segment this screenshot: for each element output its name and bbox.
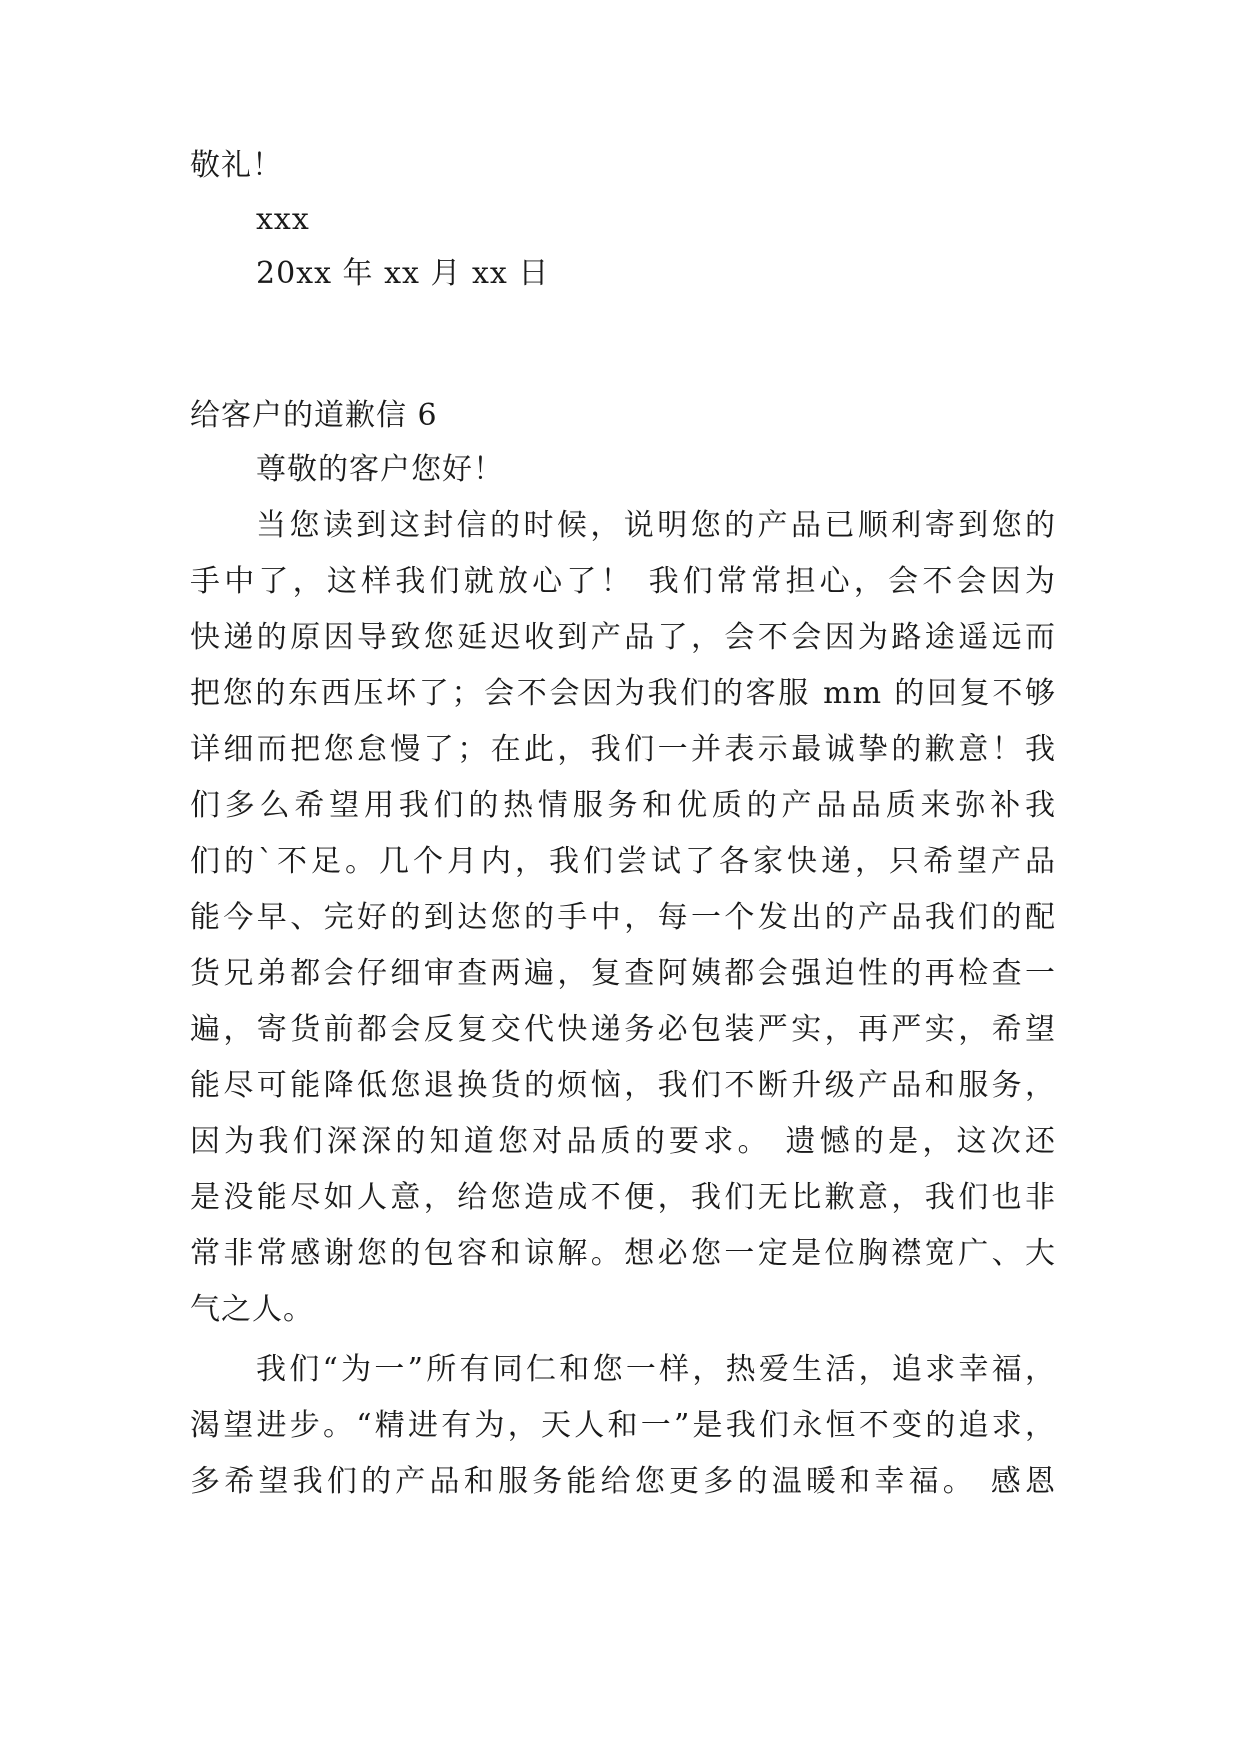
paragraph-1-line: 能尽可能降低您退换货的烦恼，我们不断升级产品和服务， xyxy=(190,1068,1056,1103)
paragraph-2-line: 多希望我们的产品和服务能给您更多的温暖和幸福。 感恩 xyxy=(190,1464,1056,1499)
paragraph-1-line: 遍，寄货前都会反复交代快递务必包装严实，再严实，希望 xyxy=(190,1012,1056,1047)
paragraph-1-line: 把您的东西压坏了；会不会因为我们的客服 mm 的回复不够 xyxy=(190,676,1056,711)
closing-salutation: 敬礼！ xyxy=(190,148,283,183)
paragraph-1-line: 们的`不足。几个月内，我们尝试了各家快递，只希望产品 xyxy=(190,844,1056,879)
letter-title: 给客户的道歉信 6 xyxy=(190,398,438,433)
paragraph-1-line: 是没能尽如人意，给您造成不便，我们无比歉意，我们也非 xyxy=(190,1180,1056,1215)
paragraph-2-line: 我们“为一”所有同仁和您一样，热爱生活，追求幸福， xyxy=(256,1352,1056,1387)
closing-date: 20xx 年 xx 月 xx 日 xyxy=(256,256,550,291)
paragraph-1-line: 能今早、完好的到达您的手中，每一个发出的产品我们的配 xyxy=(190,900,1056,935)
paragraph-1-line: 货兄弟都会仔细审查两遍，复查阿姨都会强迫性的再检查一 xyxy=(190,956,1056,991)
paragraph-1-line: 常非常感谢您的包容和谅解。想必您一定是位胸襟宽广、大 xyxy=(190,1236,1056,1271)
paragraph-2-line: 渴望进步。“精进有为，天人和一”是我们永恒不变的追求， xyxy=(190,1408,1056,1443)
letter-greeting: 尊敬的客户您好！ xyxy=(256,452,504,487)
closing-signer: xxx xyxy=(256,202,310,237)
paragraph-1-line: 因为我们深深的知道您对品质的要求。 遗憾的是，这次还 xyxy=(190,1124,1056,1159)
paragraph-1-line: 详细而把您怠慢了；在此，我们一并表示最诚挚的歉意！我 xyxy=(190,732,1056,767)
paragraph-1-line: 们多么希望用我们的热情服务和优质的产品品质来弥补我 xyxy=(190,788,1056,823)
paragraph-1-line: 手中了，这样我们就放心了！ 我们常常担心，会不会因为 xyxy=(190,564,1056,599)
paragraph-1-line: 快递的原因导致您延迟收到产品了，会不会因为路途遥远而 xyxy=(190,620,1056,655)
paragraph-1-line: 气之人。 xyxy=(190,1292,314,1327)
paragraph-1-line: 当您读到这封信的时候，说明您的产品已顺利寄到您的 xyxy=(256,508,1056,543)
